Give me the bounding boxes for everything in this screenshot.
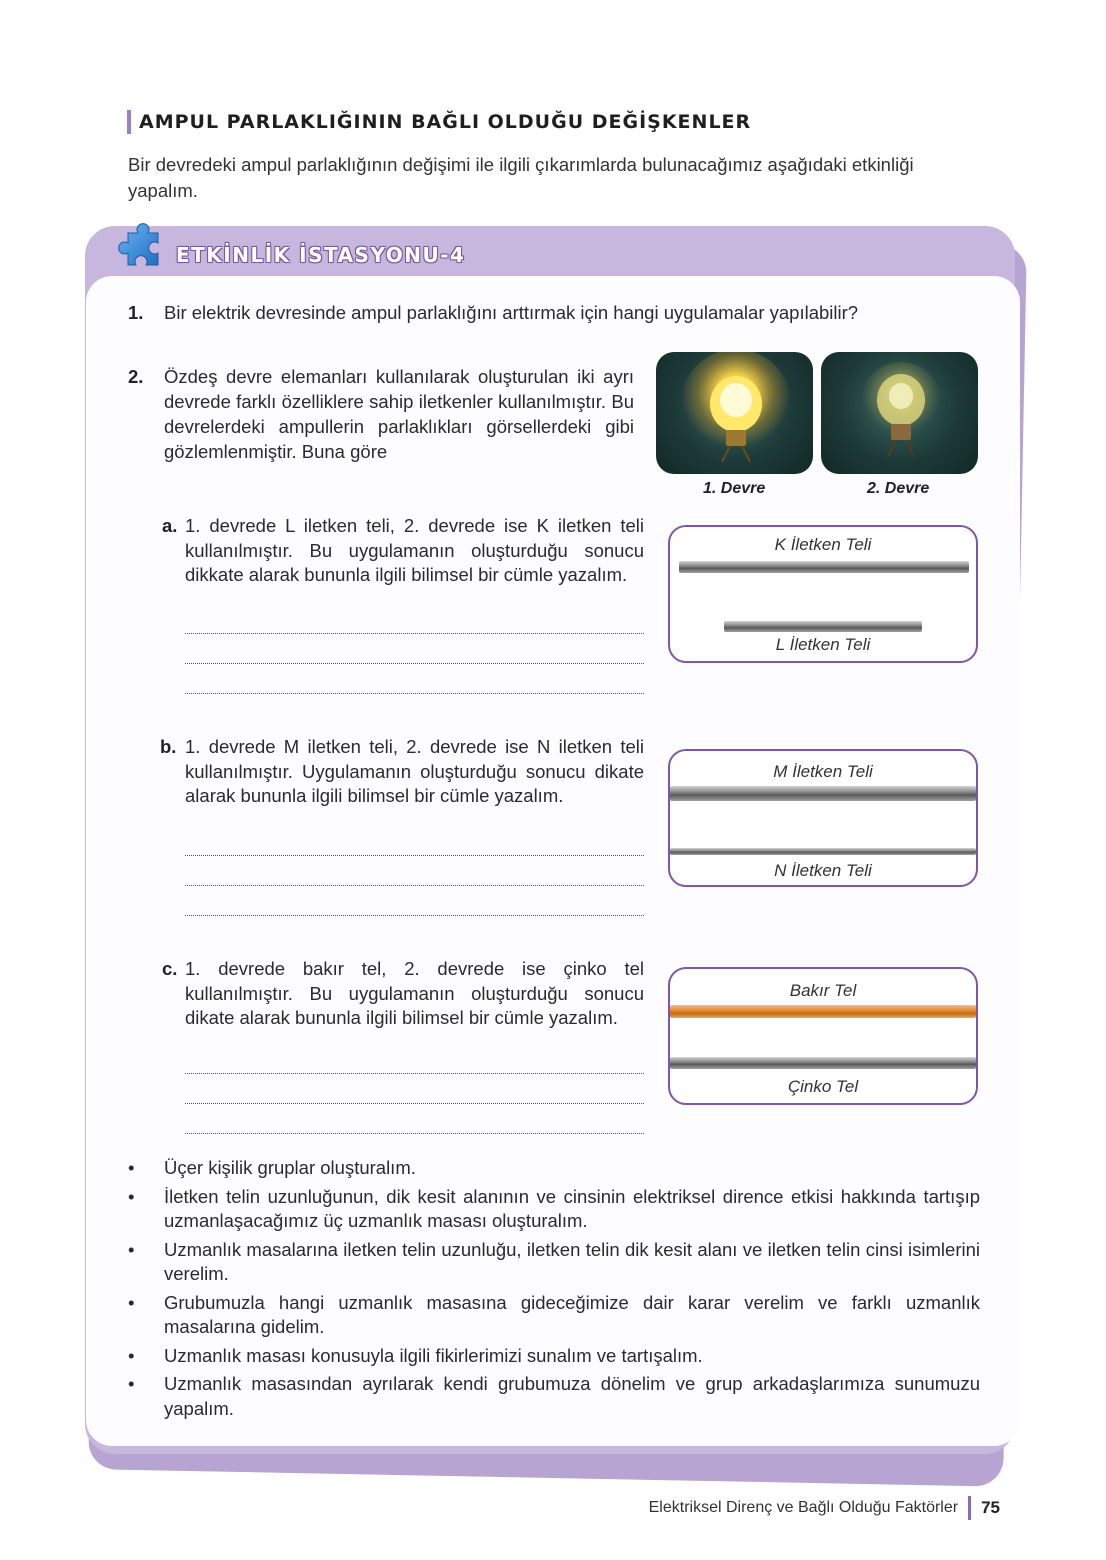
- question-2-number: 2.: [128, 366, 144, 387]
- answer-line[interactable]: [185, 684, 644, 694]
- wire-l: [724, 621, 922, 632]
- wire-k: [679, 561, 969, 573]
- answer-line[interactable]: [185, 846, 644, 856]
- copper-wire-label: Bakır Tel: [789, 981, 857, 1000]
- answer-line[interactable]: [185, 1064, 644, 1074]
- part-a-letter: a.: [162, 515, 178, 536]
- circuit-1-label: 1. Devre: [703, 480, 766, 497]
- chapter-title: Elektriksel Direnç ve Bağlı Olduğu Faktörler: [648, 1499, 959, 1516]
- wire-l-label: L İletken Teli: [775, 635, 871, 654]
- page-number: 75: [981, 1498, 1000, 1517]
- question-1-text: Bir elektrik devresinde ampul parlaklığını arttırmak için hangi uygulamalar yapılabilir?: [164, 302, 859, 323]
- page-footer: [649, 1496, 1000, 1520]
- answer-line[interactable]: [185, 654, 644, 664]
- circuit-2-label: 2. Devre: [867, 480, 930, 497]
- intro-paragraph: Bir devredeki ampul parlaklığının değişimi ile ilgili çıkarımlarda bulunacağımız aşağıdaki etkinliği yapalım.: [128, 154, 914, 201]
- wire-n: [670, 848, 976, 855]
- answer-line[interactable]: [185, 876, 644, 886]
- question-1-number: 1.: [128, 302, 144, 323]
- bright-bulb-icon: [656, 352, 813, 474]
- circuit-1-bulb-image: [656, 352, 813, 474]
- wire-diagram-mn: [668, 749, 978, 887]
- activity-badge: [118, 219, 465, 273]
- list-item: • Grubumuzla hangi uzmanlık masasına gideceğimize dair karar verelim ve farklı uzmanlık masalarına gidelim.: [128, 1291, 980, 1340]
- wire-diagram-copper-zinc: [668, 967, 978, 1105]
- part-c-text: 1. devrede bakır tel, 2. devrede ise çinko tel kullanılmıştır. Bu uygulamanın oluşturduğu sonucu dikate alarak bununla ilgili bilimsel bir cümle yazalım.: [185, 958, 644, 1028]
- answer-line[interactable]: [185, 906, 644, 916]
- list-item: • Uzmanlık masalarına iletken telin uzunluğu, iletken telin dik kesit alanı ve iletken telin cinsi isimlerini verelim.: [128, 1238, 980, 1287]
- answer-line[interactable]: [185, 1094, 644, 1104]
- zinc-wire: [670, 1057, 976, 1069]
- part-b-text: 1. devrede M iletken teli, 2. devrede ise N iletken teli kullanılmıştır. Uygulamanın oluşturduğu sonucu dikate alarak bununla ilgili bilimsel bir cümle yazalım.: [185, 736, 644, 806]
- section-title: AMPUL PARLAKLIĞININ BAĞLI OLDUĞU DEĞİŞKENLER: [139, 111, 752, 133]
- instruction-list: [128, 1156, 980, 1425]
- zinc-wire-label: Çinko Tel: [787, 1077, 859, 1096]
- answer-line[interactable]: [185, 624, 644, 634]
- section-heading: [127, 110, 751, 134]
- part-a-text: 1. devrede L iletken teli, 2. devrede ise K iletken teli kullanılmıştır. Bu uygulamanın oluşturduğu sonucu dikkate alarak bununla ilgili bilimsel bir cümle yazalım.: [185, 515, 644, 585]
- heading-accent-bar: [127, 110, 131, 134]
- copper-wire: [670, 1005, 976, 1018]
- list-item: • İletken telin uzunluğunun, dik kesit alanının ve cinsinin elektriksel dirence etkisi hakkında tartışıp uzmanlaşacağımız üç uzmanlık masası oluşturalım.: [128, 1185, 980, 1234]
- list-item: • Uzmanlık masası konusuyla ilgili fikirlerimizi sunalım ve tartışalım.: [128, 1344, 980, 1369]
- question-2-text: Özdeş devre elemanları kullanılarak oluşturulan iki ayrı devrede farklı özelliklere sahip iletkenler kullanılmıştır. Bu devrelerdeki ampullerin parlaklıkları görsellerdeki gibi gözlemlenmiştir. Buna göre: [164, 366, 634, 462]
- list-item: • Uzmanlık masasından ayrılarak kendi grubumuza dönelim ve grup arkadaşlarımıza sunumuzu yapalım.: [128, 1372, 980, 1421]
- wire-m: [670, 786, 976, 801]
- circuit-2-bulb-image: [821, 352, 978, 474]
- list-item: • Üçer kişilik gruplar oluşturalım.: [128, 1156, 980, 1181]
- wire-m-label: M İletken Teli: [773, 762, 873, 781]
- wire-diagram-kl: [668, 525, 978, 663]
- wire-n-label: N İletken Teli: [774, 861, 872, 880]
- answer-line[interactable]: [185, 1124, 644, 1134]
- part-c-letter: c.: [162, 958, 178, 979]
- dim-bulb-icon: [821, 352, 978, 474]
- part-b-letter: b.: [160, 736, 177, 757]
- puzzle-piece-icon: [118, 219, 172, 273]
- activity-title: ETKİNLİK İSTASYONU-4: [176, 243, 466, 267]
- footer-separator: [968, 1496, 971, 1520]
- wire-k-label: K İletken Teli: [774, 535, 872, 554]
